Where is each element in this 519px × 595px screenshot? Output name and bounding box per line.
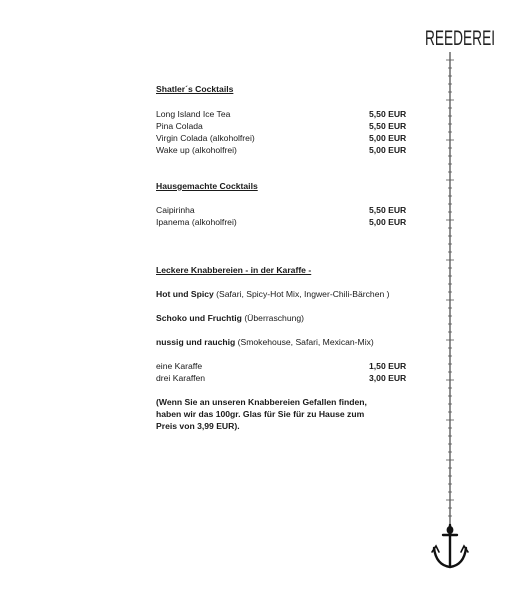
menu-item-price: 5,50 EUR (369, 121, 407, 131)
snack-name: Hot und Spicy (156, 289, 214, 299)
menu-item-name: Caipirinha (156, 205, 195, 215)
section-heading-shatlers: Shatler´s Cocktails (156, 84, 234, 94)
snack-name: nussig und rauchig (156, 337, 236, 347)
menu-item-name: Virgin Colada (alkoholfrei) (156, 133, 255, 143)
snack-description: (Safari, Spicy-Hot Mix, Ingwer-Chili-Bärchen ) (213, 289, 390, 299)
anchor-line-decoration (430, 20, 470, 580)
menu-item-name: eine Karaffe (156, 361, 203, 371)
menu-item-price: 5,00 EUR (369, 145, 407, 155)
snack-line (156, 312, 304, 324)
menu-item-price: 3,00 EUR (369, 373, 407, 383)
note-line: Preis von 3,99 EUR). (156, 421, 240, 431)
menu-item-price: 5,00 EUR (369, 217, 407, 227)
menu-item-price: 5,50 EUR (369, 205, 407, 215)
menu-item-name: Ipanema (alkoholfrei) (156, 217, 237, 227)
note-line: (Wenn Sie an unseren Knabbereien Gefallen finden, (156, 397, 367, 407)
logo-text: REEDEREI (425, 27, 495, 50)
menu-item-name: Pina Colada (156, 121, 203, 131)
menu-item-price: 5,50 EUR (369, 109, 407, 119)
glass-offer-note (156, 396, 416, 432)
snack-description: (Überraschung) (241, 313, 305, 323)
snack-line (156, 288, 390, 300)
menu-item-name: Wake up (alkoholfrei) (156, 145, 237, 155)
menu-item-name: drei Karaffen (156, 373, 206, 383)
note-line: haben wir das 100gr. Glas für Sie für zu Hause zum (156, 409, 365, 419)
snack-description: (Smokehouse, Safari, Mexican-Mix) (235, 337, 374, 347)
section-heading-knabbereien: Leckere Knabbereien - in der Karaffe - (156, 265, 312, 275)
menu-item-price: 1,50 EUR (369, 361, 407, 371)
snack-name: Schoko und Fruchtig (156, 313, 242, 323)
menu-item-name: Long Island Ice Tea (156, 109, 231, 119)
menu-item-price: 5,00 EUR (369, 133, 407, 143)
section-heading-hausgemacht: Hausgemachte Cocktails (156, 181, 258, 191)
snack-line (156, 336, 374, 348)
